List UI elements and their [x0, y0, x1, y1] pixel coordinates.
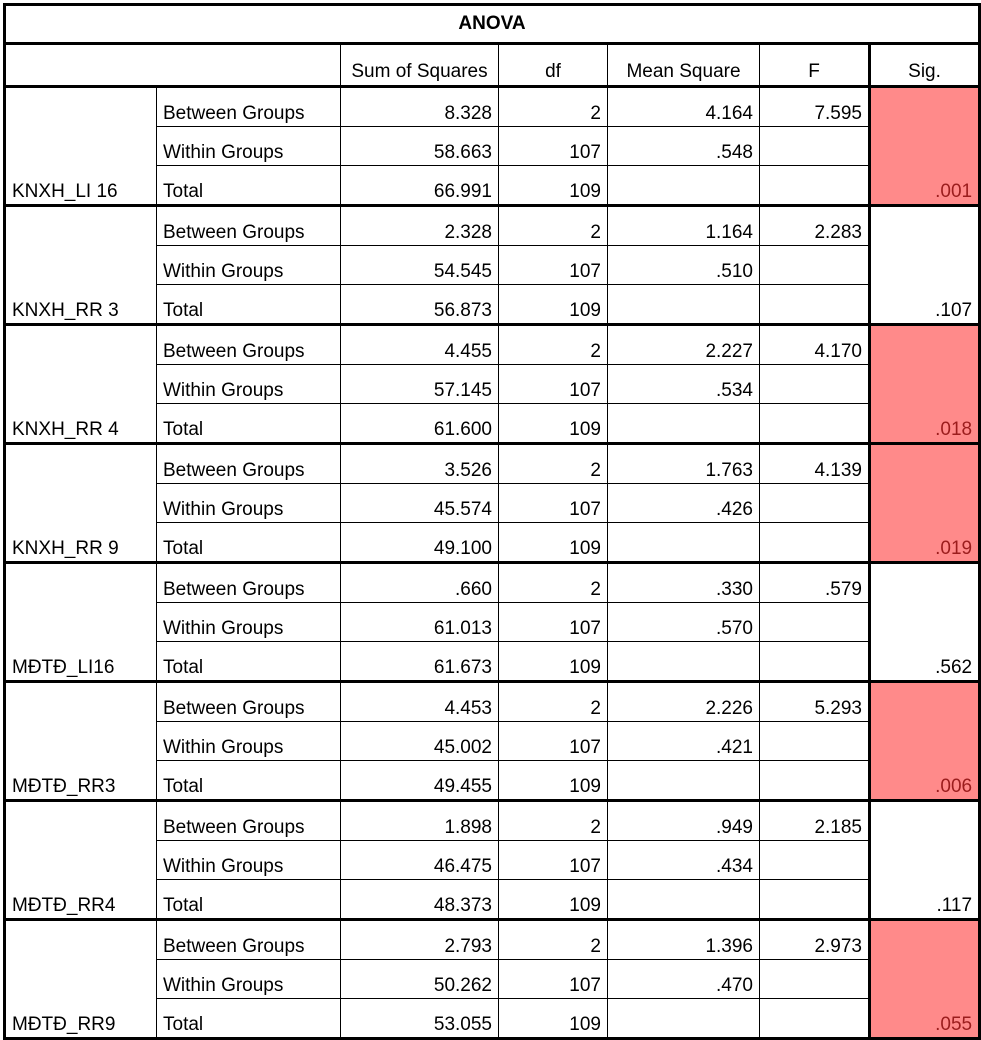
df-cell: 107 [499, 365, 608, 404]
header-sig: Sig. [870, 44, 980, 87]
df-cell: 109 [499, 166, 608, 206]
mean-square-cell: 1.763 [608, 444, 760, 484]
table-row [5, 563, 980, 603]
df-cell: 109 [499, 999, 608, 1039]
mean-square-cell [608, 761, 760, 801]
source-cell: Within Groups [157, 603, 341, 642]
header-f: F [760, 44, 870, 87]
table-row [5, 206, 980, 246]
sum-of-squares-cell: 4.453 [341, 682, 499, 722]
df-cell: 109 [499, 880, 608, 920]
f-cell [760, 642, 870, 682]
mean-square-cell: .426 [608, 484, 760, 523]
mean-square-cell: .534 [608, 365, 760, 404]
mean-square-cell [608, 999, 760, 1039]
df-cell: 2 [499, 206, 608, 246]
f-cell [760, 523, 870, 563]
source-cell: Between Groups [157, 563, 341, 603]
f-cell [760, 999, 870, 1039]
f-cell: 2.973 [760, 920, 870, 960]
f-cell [760, 761, 870, 801]
table-row [5, 444, 980, 484]
f-cell: 4.170 [760, 325, 870, 365]
source-cell: Within Groups [157, 484, 341, 523]
sum-of-squares-cell: 8.328 [341, 87, 499, 127]
sum-of-squares-cell: 54.545 [341, 246, 499, 285]
mean-square-cell [608, 166, 760, 206]
sig-value: .562 [870, 563, 980, 682]
df-cell: 2 [499, 563, 608, 603]
df-cell: 107 [499, 841, 608, 880]
f-cell [760, 285, 870, 325]
mean-square-cell: 1.164 [608, 206, 760, 246]
df-cell: 109 [499, 285, 608, 325]
mean-square-cell: .434 [608, 841, 760, 880]
source-cell: Between Groups [157, 206, 341, 246]
sig-value: .018 [870, 325, 980, 444]
source-cell: Within Groups [157, 127, 341, 166]
df-cell: 109 [499, 761, 608, 801]
mean-square-cell [608, 880, 760, 920]
f-cell: 2.283 [760, 206, 870, 246]
source-cell: Total [157, 642, 341, 682]
f-cell [760, 127, 870, 166]
mean-square-cell: .421 [608, 722, 760, 761]
variable-label: MĐTĐ_RR9 [5, 920, 157, 1039]
f-cell: 7.595 [760, 87, 870, 127]
sum-of-squares-cell: 61.673 [341, 642, 499, 682]
mean-square-cell [608, 523, 760, 563]
table-row [5, 920, 980, 960]
sum-of-squares-cell: 2.793 [341, 920, 499, 960]
f-cell [760, 722, 870, 761]
source-cell: Between Groups [157, 325, 341, 365]
source-cell: Within Groups [157, 246, 341, 285]
sum-of-squares-cell: 3.526 [341, 444, 499, 484]
df-cell: 2 [499, 444, 608, 484]
table-title: ANOVA [5, 5, 980, 44]
mean-square-cell: 2.226 [608, 682, 760, 722]
sum-of-squares-cell: 61.600 [341, 404, 499, 444]
f-cell [760, 880, 870, 920]
sum-of-squares-cell: 58.663 [341, 127, 499, 166]
sig-value: .006 [870, 682, 980, 801]
anova-body [5, 87, 980, 1039]
mean-square-cell: .330 [608, 563, 760, 603]
sum-of-squares-cell: 45.574 [341, 484, 499, 523]
df-cell: 107 [499, 722, 608, 761]
f-cell [760, 166, 870, 206]
f-cell: .579 [760, 563, 870, 603]
mean-square-cell: 4.164 [608, 87, 760, 127]
mean-square-cell [608, 642, 760, 682]
variable-label: MĐTĐ_RR3 [5, 682, 157, 801]
df-cell: 107 [499, 960, 608, 999]
sum-of-squares-cell: 57.145 [341, 365, 499, 404]
sum-of-squares-cell: 1.898 [341, 801, 499, 841]
header-blank [5, 44, 341, 87]
anova-table [3, 3, 981, 1040]
sum-of-squares-cell: 50.262 [341, 960, 499, 999]
sum-of-squares-cell: 45.002 [341, 722, 499, 761]
mean-square-cell [608, 285, 760, 325]
variable-label: KNXH_RR 9 [5, 444, 157, 563]
sum-of-squares-cell: 4.455 [341, 325, 499, 365]
mean-square-cell: .570 [608, 603, 760, 642]
table-row [5, 682, 980, 722]
df-cell: 107 [499, 246, 608, 285]
source-cell: Total [157, 404, 341, 444]
source-cell: Between Groups [157, 682, 341, 722]
mean-square-cell: .470 [608, 960, 760, 999]
source-cell: Total [157, 285, 341, 325]
source-cell: Within Groups [157, 722, 341, 761]
table-row [5, 325, 980, 365]
df-cell: 2 [499, 682, 608, 722]
variable-label: KNXH_RR 3 [5, 206, 157, 325]
table-row [5, 87, 980, 127]
sum-of-squares-cell: 66.991 [341, 166, 499, 206]
sum-of-squares-cell: 61.013 [341, 603, 499, 642]
df-cell: 109 [499, 523, 608, 563]
f-cell: 2.185 [760, 801, 870, 841]
df-cell: 2 [499, 87, 608, 127]
variable-label: KNXH_RR 4 [5, 325, 157, 444]
df-cell: 109 [499, 404, 608, 444]
source-cell: Between Groups [157, 920, 341, 960]
source-cell: Between Groups [157, 801, 341, 841]
source-cell: Between Groups [157, 444, 341, 484]
sig-value: .055 [870, 920, 980, 1039]
df-cell: 2 [499, 801, 608, 841]
source-cell: Within Groups [157, 365, 341, 404]
f-cell [760, 603, 870, 642]
sig-value: .107 [870, 206, 980, 325]
sum-of-squares-cell: 49.100 [341, 523, 499, 563]
df-cell: 107 [499, 484, 608, 523]
header-sum-of-squares: Sum of Squares [341, 44, 499, 87]
source-cell: Between Groups [157, 87, 341, 127]
df-cell: 109 [499, 642, 608, 682]
sum-of-squares-cell: 48.373 [341, 880, 499, 920]
mean-square-cell: 1.396 [608, 920, 760, 960]
sum-of-squares-cell: .660 [341, 563, 499, 603]
f-cell [760, 365, 870, 404]
source-cell: Within Groups [157, 960, 341, 999]
f-cell [760, 960, 870, 999]
f-cell [760, 484, 870, 523]
mean-square-cell: .949 [608, 801, 760, 841]
df-cell: 107 [499, 603, 608, 642]
mean-square-cell [608, 404, 760, 444]
sum-of-squares-cell: 2.328 [341, 206, 499, 246]
df-cell: 2 [499, 325, 608, 365]
f-cell: 5.293 [760, 682, 870, 722]
f-cell [760, 404, 870, 444]
f-cell [760, 246, 870, 285]
mean-square-cell: .548 [608, 127, 760, 166]
sum-of-squares-cell: 56.873 [341, 285, 499, 325]
source-cell: Within Groups [157, 841, 341, 880]
mean-square-cell: .510 [608, 246, 760, 285]
variable-label: KNXH_LI 16 [5, 87, 157, 206]
sig-value: .001 [870, 87, 980, 206]
sig-value: .117 [870, 801, 980, 920]
table-row [5, 801, 980, 841]
sum-of-squares-cell: 53.055 [341, 999, 499, 1039]
f-cell: 4.139 [760, 444, 870, 484]
variable-label: MĐTĐ_LI16 [5, 563, 157, 682]
mean-square-cell: 2.227 [608, 325, 760, 365]
variable-label: MĐTĐ_RR4 [5, 801, 157, 920]
header-df: df [499, 44, 608, 87]
source-cell: Total [157, 999, 341, 1039]
sum-of-squares-cell: 49.455 [341, 761, 499, 801]
df-cell: 2 [499, 920, 608, 960]
source-cell: Total [157, 880, 341, 920]
source-cell: Total [157, 166, 341, 206]
sig-value: .019 [870, 444, 980, 563]
header-mean-square: Mean Square [608, 44, 760, 87]
sum-of-squares-cell: 46.475 [341, 841, 499, 880]
source-cell: Total [157, 761, 341, 801]
source-cell: Total [157, 523, 341, 563]
df-cell: 107 [499, 127, 608, 166]
f-cell [760, 841, 870, 880]
